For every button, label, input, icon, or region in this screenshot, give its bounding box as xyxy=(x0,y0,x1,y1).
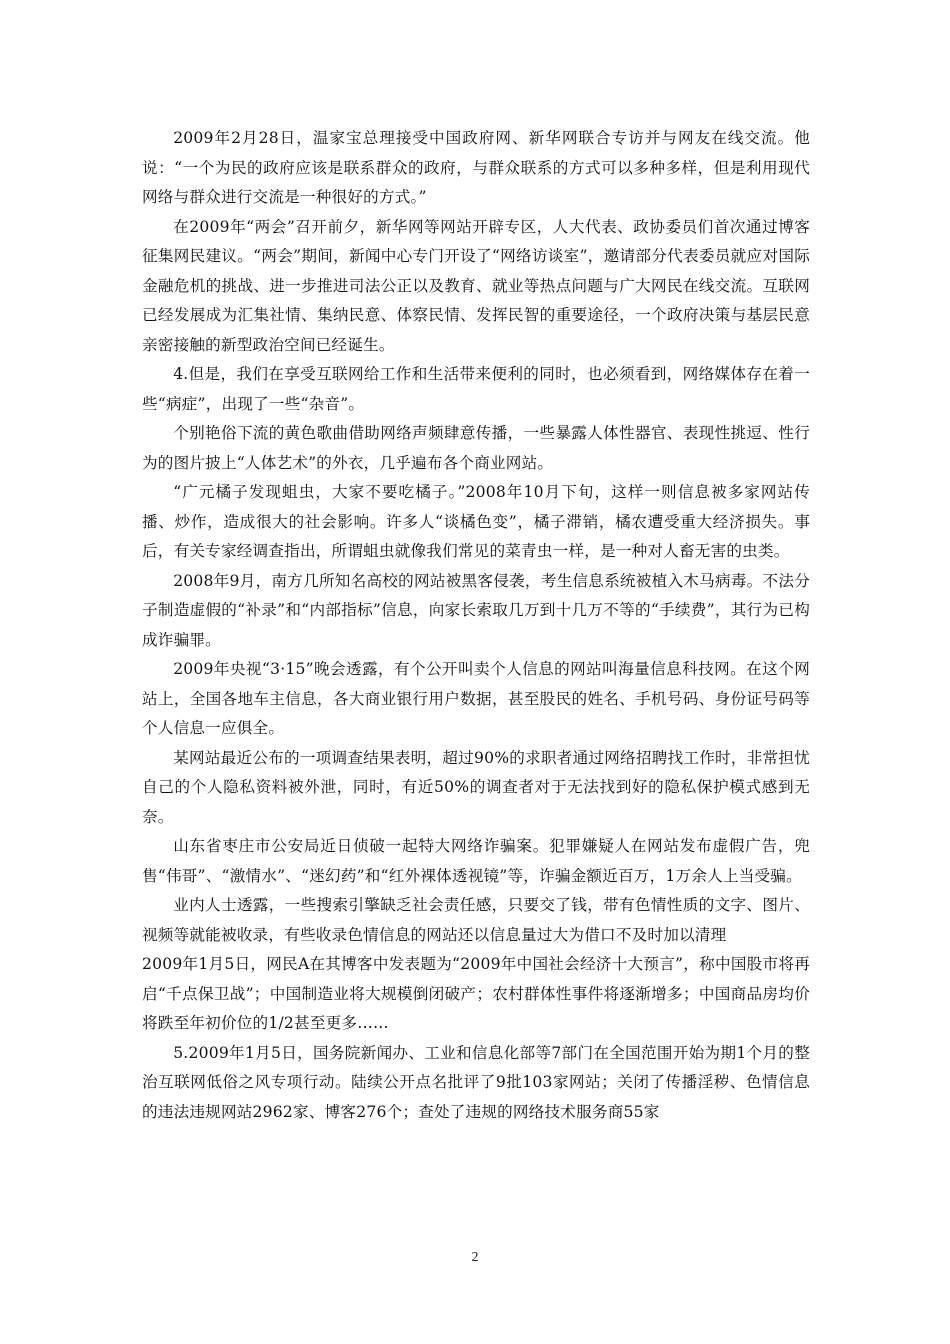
paragraph-9: 山东省枣庄市公安局近日侦破一起特大网络诈骗案。犯罪嫌疑人在网站发布虚假广告，兜售“伟哥”、“激情水”、“迷幻药”和“红外裸体透视镜”等，诈骗金额近百万，1万余人上当受骗。 xyxy=(142,837,810,885)
paragraph-3: 4.但是，我们在享受互联网给工作和生活带来便利的同时，也必须看到，网络媒体存在着一些“病症”，出现了一些“杂音”。 xyxy=(142,365,810,413)
paragraph-7: 2009年央视“3·15”晚会透露，有个公开叫卖个人信息的网站叫海量信息科技网。在这个网站上，全国各地车主信息，各大商业银行用户数据，甚至股民的姓名、手机号码、身份证号码等个人信息一应俱全。 xyxy=(142,660,810,737)
page-number: 2 xyxy=(471,1250,479,1265)
paragraph-11: 2009年1月5日，网民A在其博客中发表题为“2009年中国社会经济十大预言”，称中国股市将再启“千点保卫战”；中国制造业将大规模倒闭破产；农村群体性事件将逐渐增多；中国商品房均价将跌至年初价位的1/2甚至更多…… xyxy=(142,955,810,1032)
document-body xyxy=(142,124,810,1127)
paragraph-6: 2008年9月，南方几所知名高校的网站被黑客侵袭，考生信息系统被植入木马病毒。不法分子制造虚假的“补录”和“内部指标”信息，向家长索取几万到十几万不等的“手续费”，其行为已构成诈骗罪。 xyxy=(142,571,810,649)
paragraph-12: 5.2009年1月5日，国务院新闻办、工业和信息化部等7部门在全国范围开始为期1个月的整治互联网低俗之风专项行动。陆续公开点名批评了9批103家网站；关闭了传播淫秽、色情信息的违法违规网站2962家、博客276个；查处了违规的网络技术服务商55家 xyxy=(142,1043,810,1121)
paragraph-10: 业内人士透露，一些搜索引擎缺乏社会责任感，只要交了钱，带有色情性质的文字、图片、视频等就能被收录，有些收录色情信息的网站还以信息量过大为借口不及时加以清理 xyxy=(142,896,810,944)
paragraph-1: 2009年2月28日，温家宝总理接受中国政府网、新华网联合专访并与网友在线交流。他说：“一个为民的政府应该是联系群众的政府，与群众联系的方式可以多种多样，但是利用现代网络与群众进行交流是一种很好的方式。” xyxy=(142,129,810,206)
paragraph-2: 在2009年“两会”召开前夕，新华网等网站开辟专区，人大代表、政协委员们首次通过博客征集网民建议。“两会”期间，新闻中心专门开设了“网络访谈室”，邀请部分代表委员就应对国际金融危机的挑战、进一步推进司法公正以及教育、就业等热点问题与广大网民在线交流。互联网已经发展成为汇集社情、集纳民意、体察民情、发挥民智的重要途径，一个政府决策与基层民意亲密接触的新型政治空间已经诞生。 xyxy=(142,217,810,354)
paragraph-5: “广元橘子发现蛆虫，大家不要吃橘子。”2008年10月下旬，这样一则信息被多家网站传播、炒作，造成很大的社会影响。许多人“谈橘色变”，橘子滞销，橘农遭受重大经济损失。事后，有关专家经调查指出，所谓蛆虫就像我们常见的菜青虫一样，是一种对人畜无害的虫类。 xyxy=(142,483,810,560)
paragraph-4: 个别艳俗下流的黄色歌曲借助网络声频肆意传播，一些暴露人体性器官、表现性挑逗、性行为的图片披上“人体艺术”的外衣，几乎遍布各个商业网站。 xyxy=(142,424,810,472)
paragraph-8: 某网站最近公布的一项调查结果表明，超过90%的求职者通过网络招聘找工作时，非常担忧自己的个人隐私资料被外泄，同时，有近50%的调查者对于无法找到好的隐私保护模式感到无奈。 xyxy=(142,748,810,826)
